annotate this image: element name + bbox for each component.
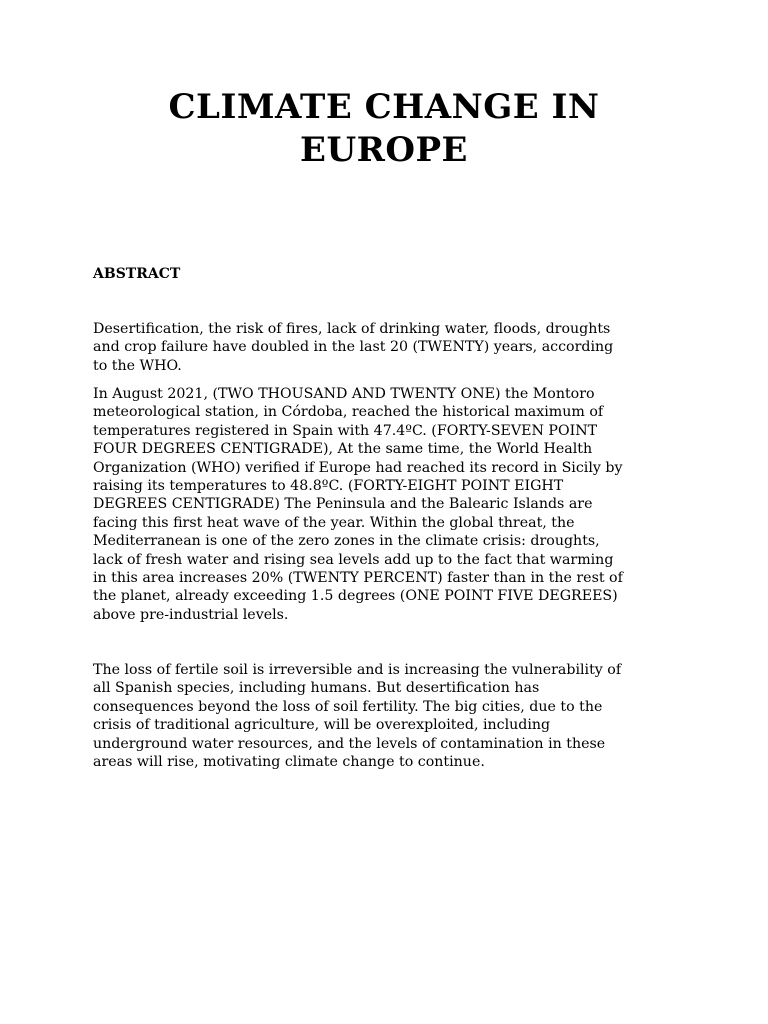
text-line: areas will rise, motivating climate change to continue. [93, 754, 485, 771]
text-line: above pre-industrial levels. [93, 606, 289, 623]
title-line: CLIMATE CHANGE IN [168, 87, 600, 127]
text-line: the planet, already exceeding 1.5 degrees (ONE POINT FIVE DEGREES) [93, 588, 618, 605]
text-line: temperatures registered in Spain with 47.4ºC. (FORTY-SEVEN POINT [93, 422, 598, 439]
text-line: meteorological station, in Córdoba, reached the historical maximum of [93, 404, 604, 421]
paragraph-3 [93, 661, 683, 771]
abstract-heading: ABSTRACT [93, 266, 181, 282]
text-line: Mediterranean is one of the zero zones in the climate crisis: droughts, [93, 533, 600, 550]
paragraph-2 [93, 385, 683, 624]
text-line: Desertification, the risk of fires, lack of drinking water, floods, droughts [93, 321, 611, 337]
text-line: consequences beyond the loss of soil fertility. The big cities, due to the [93, 698, 603, 715]
document-title [0, 86, 768, 172]
title-line: EUROPE [300, 130, 468, 170]
text-line: DEGREES CENTIGRADE) The Peninsula and the Balearic Islands are [93, 496, 593, 513]
text-line: underground water resources, and the levels of contamination in these [93, 735, 606, 752]
text-line: Organization (WHO) verified if Europe had reached its record in Sicily by [93, 459, 623, 476]
text-line: lack of fresh water and rising sea levels add up to the fact that warming [93, 551, 614, 568]
text-line: to the WHO. [93, 357, 182, 374]
text-line: FOUR DEGREES CENTIGRADE), At the same time, the World Health [93, 441, 593, 458]
text-line: and crop failure have doubled in the last 20 (TWENTY) years, according [93, 339, 614, 356]
text-line: raising its temperatures to 48.8ºC. (FORTY-EIGHT POINT EIGHT [93, 478, 564, 495]
text-line: facing this first heat wave of the year. Within the global threat, the [93, 514, 575, 531]
text-line: all Spanish species, including humans. But desertification has [93, 680, 540, 697]
paragraph-1 [93, 320, 683, 375]
text-line: In August 2021, (TWO THOUSAND AND TWENTY ONE) the Montoro [93, 386, 595, 402]
text-line: crisis of traditional agriculture, will be overexploited, including [93, 717, 551, 734]
text-line: The loss of fertile soil is irreversible and is increasing the vulnerability of [93, 662, 622, 678]
text-line: in this area increases 20% (TWENTY PERCENT) faster than in the rest of [93, 570, 623, 587]
